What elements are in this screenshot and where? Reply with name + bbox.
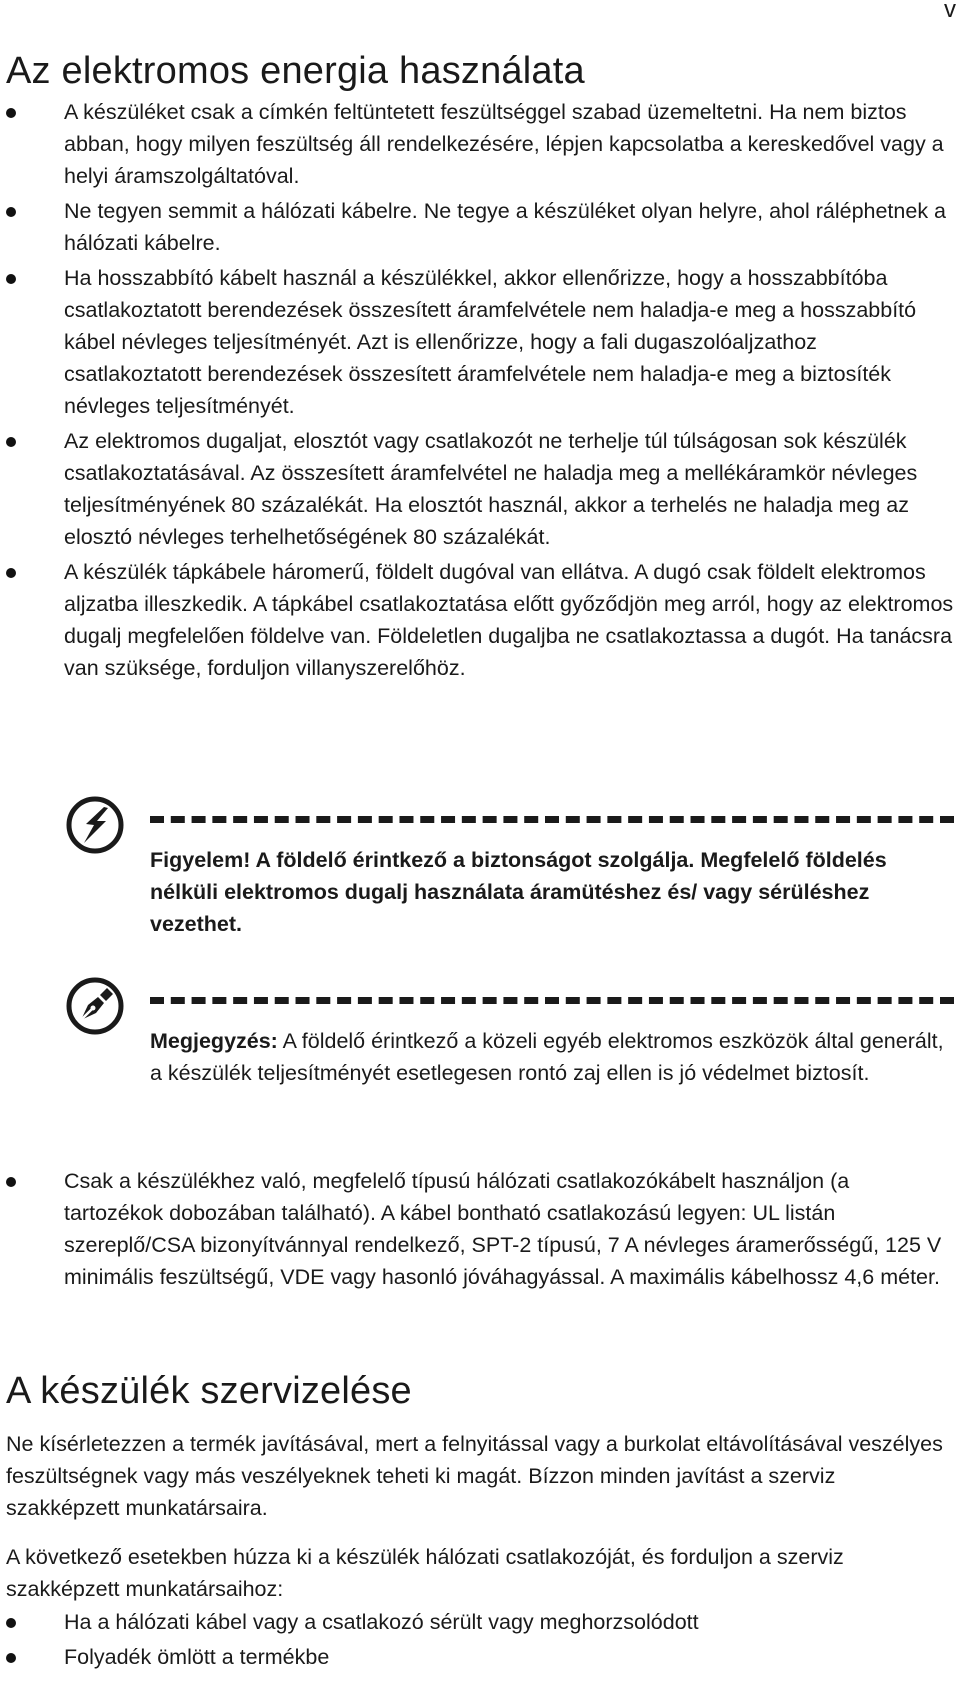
bullet-dot-icon xyxy=(6,1177,16,1187)
list-item xyxy=(6,1165,954,1293)
electric-power-list xyxy=(6,96,954,687)
bullet-dot-icon xyxy=(6,108,16,118)
list-item-text: Ha hosszabbító kábelt használ a készülékkel, akkor ellenőrizze, hogy a hosszabbítóba csatlakoztatott berendezések összesített áramfelvétele nem haladja-e meg a hosszabbító kábel névleges teljesítményét. Azt is ellenőrizze, hogy a fali dugaszolóaljzathoz csatlakoztatott berendezések összesített áramfelvétele nem haladja-e meg a biztosíték névleges teljesítményét. xyxy=(64,266,917,418)
list-item xyxy=(6,195,954,259)
list-item-text: A készülék tápkábele háromerű, földelt dugóval van ellátva. A dugó csak földelt elektromos aljzatba illeszkedik. A tápkábel csatlakoztatása előtt győződjön meg arról, hogy az elektromos dugalj megfelelően földelve van. Földeletlen dugaljba ne csatlakoztassa a dugót. Ha tanácsra van szüksége, forduljon villanyszerelőhöz. xyxy=(64,560,954,680)
list-item-text: Ha a hálózati kábel vagy a csatlakozó sérült vagy meghorzsolódott xyxy=(64,1610,699,1634)
note-body: A földelő érintkező a közeli egyéb elektromos eszközök által generált, a készülék teljesítményét esetlegesen rontó zaj ellen is jó védelmet biztosít. xyxy=(150,1029,944,1085)
warning-text: Figyelem! A földelő érintkező a biztonságot szolgálja. Megfelelő földelés nélküli elektromos dugalj használata áramütéshez és/ vagy sérüléshez vezethet. xyxy=(150,848,887,936)
section-title-electric-power: Az elektromos energia használata xyxy=(6,50,585,92)
bullet-dot-icon xyxy=(6,274,16,284)
electric-power-list-continued xyxy=(6,1165,954,1296)
bullet-dot-icon xyxy=(6,437,16,447)
list-item-text: Ne tegyen semmit a hálózati kábelre. Ne tegye a készüléket olyan helyre, ahol ráléphetnek a hálózati kábelre. xyxy=(64,199,947,255)
note-callout xyxy=(64,975,954,1135)
warning-callout xyxy=(64,794,954,954)
list-item-text: Csak a készülékhez való, megfelelő típusú hálózati csatlakozókábelt használjon (a tartozékok dobozában található). A kábel bontható csatlakozású legyen: UL listán szereplő/CSA bizonyítvánnyal rendelkező, SPT-2 típusú, 7 A névleges áramerősségű, 125 V minimális feszültségű, VDE vagy hasonló jóváhagyással. A maximális kábelhossz 4,6 méter. xyxy=(64,1169,942,1289)
list-item xyxy=(6,96,954,192)
servicing-list xyxy=(6,1606,954,1676)
servicing-paragraph: A következő esetekben húzza ki a készülék hálózati csatlakozóját, és forduljon a szerviz szakképzett munkatársaihoz: xyxy=(6,1545,844,1601)
pen-nib-icon xyxy=(64,975,126,1037)
list-item xyxy=(6,556,954,684)
bullet-dot-icon xyxy=(6,1618,16,1628)
list-item xyxy=(6,262,954,422)
dashed-divider xyxy=(150,816,954,823)
list-item-text: Az elektromos dugaljat, elosztót vagy csatlakozót ne terhelje túl túlságosan sok készülék csatlakoztatásával. Az összesített áramfelvétel ne haladja meg a mellékáramkör névleges teljesítményének 80 százalékát. Ha elosztót használ, akkor a terhelés ne haladja meg az elosztó névleges terhelhetőségének 80 százalékát. xyxy=(64,429,918,549)
bullet-dot-icon xyxy=(6,1653,16,1663)
list-item xyxy=(6,1641,954,1673)
dashed-divider xyxy=(150,997,954,1004)
bullet-dot-icon xyxy=(6,568,16,578)
bullet-dot-icon xyxy=(6,207,16,217)
list-item-text: A készüléket csak a címkén feltüntetett feszültséggel szabad üzemeltetni. Ha nem biztos abban, hogy milyen feszültség áll rendelkezésére, lépjen kapcsolatba a kereskedővel vagy a helyi áramszolgáltatóval. xyxy=(64,100,944,188)
note-label: Megjegyzés: xyxy=(150,1029,278,1053)
list-item-text: Folyadék ömlött a termékbe xyxy=(64,1645,330,1669)
lightning-bolt-icon xyxy=(64,794,126,856)
servicing-paragraph: Ne kísérletezzen a termék javításával, mert a felnyitással vagy a burkolat eltávolításával veszélyes feszültségnek vagy más veszélyeknek teheti ki magát. Bízzon minden javítást a szerviz szakképzett munkatársaira. xyxy=(6,1432,943,1520)
list-item xyxy=(6,425,954,553)
note-text xyxy=(150,1025,954,1089)
list-item xyxy=(6,1606,954,1638)
page-number: v xyxy=(944,0,956,23)
section-title-servicing: A készülék szervizelése xyxy=(6,1370,412,1412)
